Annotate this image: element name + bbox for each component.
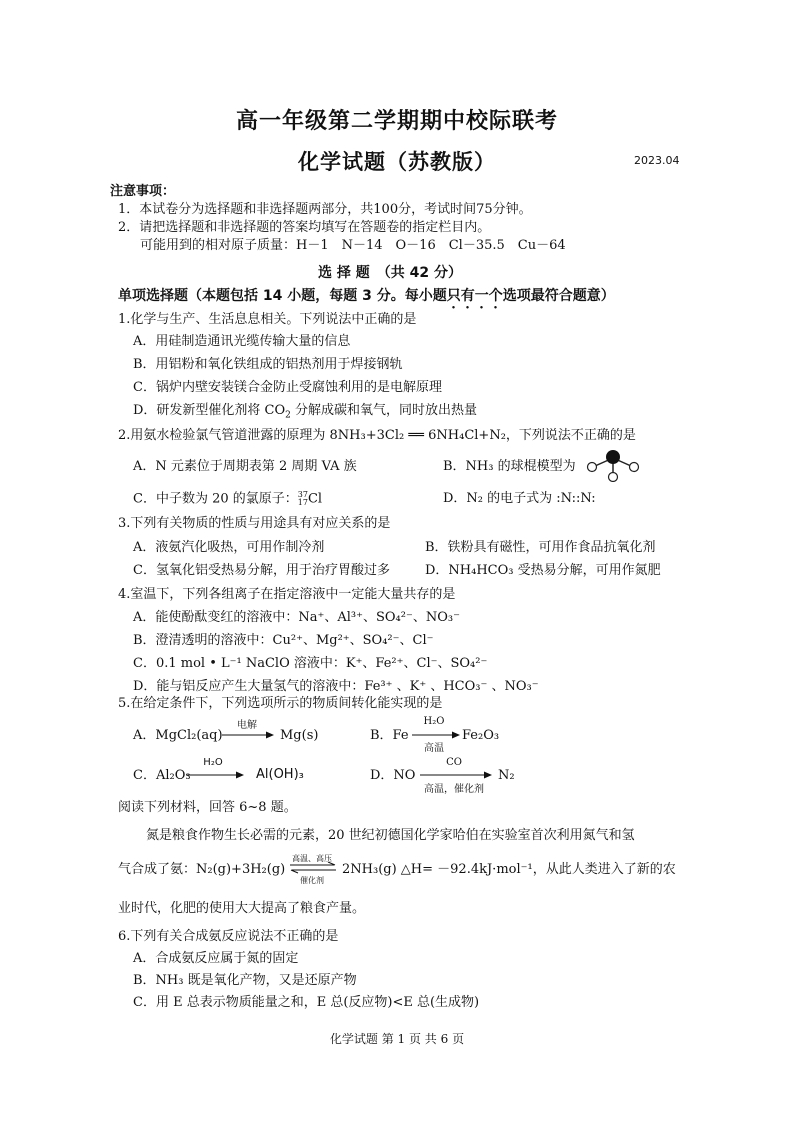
reading-paragraph-line-2a: 气合成了氨：N₂(g)+3H₂(g) xyxy=(118,862,286,877)
q5-b-right: Fe₂O₃ xyxy=(462,728,500,743)
q5-c-arrow-icon xyxy=(186,770,244,780)
notes-item-1: 1．本试卷分为选择题和非选择题两部分，共100分，考试时间75分钟。 xyxy=(118,202,532,217)
q5-b-left: B．Fe xyxy=(370,728,409,743)
reading-reaction-bottom-condition: 催化剂 xyxy=(300,876,324,885)
q5-d-left: D．NO xyxy=(370,768,416,783)
page-footer: 化学试题 第 1 页 共 6 页 xyxy=(329,1032,465,1046)
q5-a-right: Mg(s) xyxy=(280,728,319,743)
reading-reaction-top-condition: 高温、高压 xyxy=(292,854,332,863)
instruction-part-b: 选项最符合题意） xyxy=(502,288,615,304)
exam-date: 2023.04 xyxy=(634,154,680,167)
q5-a-arrow-icon xyxy=(222,730,274,740)
q1-d-part-b: 分解成碳和氧气，同时放出热量 xyxy=(290,403,478,418)
reading-intro: 阅读下列材料，回答 6~8 题。 xyxy=(118,800,297,815)
page-title: 高一年级第二学期期中校际联考 xyxy=(235,109,558,134)
q2-c-nuclide-numbers xyxy=(298,491,308,507)
q5-c-condition: H₂O xyxy=(203,757,223,768)
q2-c-text: C．中子数为 20 的氯原子： xyxy=(133,491,298,507)
atomic-mass-line: 可能用到的相对原子质量：H－1 N－14 O－16 Cl－35.5 Cu－64 xyxy=(140,238,566,253)
q6-option-b: B．NH₃ 既是氧化产物，又是还原产物 xyxy=(133,973,357,988)
notes-item-2: 2．请把选择题和非选择题的答案均填写在答题卷的指定栏目内。 xyxy=(118,220,491,235)
q3-option-a: A．液氨汽化吸热，可用作制冷剂 xyxy=(133,540,325,555)
q1-stem: 1.化学与生产、生活息息相关。下列说法中正确的是 xyxy=(118,312,417,327)
q5-c-right: Al(OH)₃ xyxy=(256,767,304,782)
q1-option-a: A．用硅制造通讯光缆传输大量的信息 xyxy=(133,334,351,349)
q4-option-b: B．澄清透明的溶液中：Cu²⁺、Mg²⁺、SO₄²⁻、Cl⁻ xyxy=(133,633,434,648)
q5-stem: 5.在给定条件下，下列选项所示的物质间转化能实现的是 xyxy=(118,696,443,711)
page-subtitle: 化学试题（苏教版） xyxy=(298,150,496,174)
q2-option-d: D．N₂ 的电子式为 :N::N: xyxy=(443,491,596,506)
q3-stem: 3.下列有关物质的性质与用途具有对应关系的是 xyxy=(118,516,391,531)
q5-a-left: A．MgCl₂(aq) xyxy=(133,728,223,743)
q2-option-a: A．N 元素位于周期表第 2 周期 VA 族 xyxy=(133,459,357,474)
reading-paragraph-line-1: 氮是粮食作物生长必需的元素，20 世纪初德国化学家哈伯在实验室首次利用氮气和氢 xyxy=(146,828,635,843)
q2-c-symbol: Cl xyxy=(307,491,323,507)
q1-d-part-a: D．研发新型催化剂将 CO xyxy=(133,403,286,418)
q6-option-c: C．用 E 总表示物质能量之和，E 总(反应物)<E 总(生成物) xyxy=(133,995,480,1010)
q4-option-c: C．0.1 mol • L⁻¹ NaClO 溶液中：K⁺、Fe²⁺、Cl⁻、SO₄²⁻ xyxy=(133,656,488,671)
q5-d-arrow-icon xyxy=(420,770,492,780)
reversible-arrow-icon xyxy=(288,862,338,874)
q5-b-bottom-condition: 高温 xyxy=(424,743,444,754)
q6-stem: 6.下列有关合成氨反应说法不正确的是 xyxy=(118,929,339,944)
q2-stem: 2.用氨水检验氯气管道泄露的原理为 8NH₃+3Cl₂ ══ 6NH₄Cl+N₂，下列说法不正确的是 xyxy=(118,428,636,443)
q5-b-top-condition: H₂O xyxy=(423,716,445,727)
q1-option-c: C．锅炉内壁安装镁合金防止受腐蚀利用的是电解原理 xyxy=(133,380,442,395)
q2-option-c xyxy=(133,491,322,508)
q2-c-mass-number: 37 xyxy=(297,490,308,499)
q4-option-a: A．能使酚酞变红的溶液中：Na⁺、Al³⁺、SO₄²⁻、NO₃⁻ xyxy=(133,610,460,625)
section-instruction xyxy=(118,285,615,312)
instruction-part-a: 单项选择题（本题包括 14 小题，每题 3 分。每小题 xyxy=(118,288,447,304)
q5-d-right: N₂ xyxy=(498,768,515,783)
q5-a-condition: 电解 xyxy=(237,720,257,731)
q3-option-c: C．氢氧化铝受热易分解，用于治疗胃酸过多 xyxy=(133,563,390,578)
q3-option-d: D．NH₄HCO₃ 受热易分解，可用作氮肥 xyxy=(425,563,661,578)
q4-stem: 4.室温下，下列各组离子在指定溶液中一定能大量共存的是 xyxy=(118,587,456,602)
q2-c-atomic-number: 17 xyxy=(297,498,308,507)
notes-heading: 注意事项： xyxy=(110,184,176,199)
q1-option-d: D．研发新型催化剂将 $CO_2$ 分解成碳和氧气，同时放出热量 xyxy=(133,403,478,421)
reading-paragraph-line-2b: 2NH₃(g) △H= －92.4kJ·mol⁻¹，从此人类进入了新的农 xyxy=(342,862,676,877)
q5-c-left: C．Al₂O₃ xyxy=(133,768,191,783)
q1-option-b: B．用铝粉和氧化铁组成的铝热剂用于焊接钢轨 xyxy=(133,357,403,372)
instruction-emphasis: 只有一个 xyxy=(446,288,503,304)
q5-d-bottom-condition: 高温，催化剂 xyxy=(424,784,484,795)
ball-stick-model-icon xyxy=(584,444,640,482)
q4-option-d: D．能与铝反应产生大量氢气的溶液中：Fe³⁺ 、K⁺ 、HCO₃⁻ 、NO₃⁻ xyxy=(133,679,539,694)
reading-paragraph-line-3: 业时代，化肥的使用大大提高了粮食产量。 xyxy=(118,901,366,916)
q5-d-top-condition: CO xyxy=(446,757,462,768)
q2-option-b: B．NH₃ 的球棍模型为 xyxy=(443,459,576,474)
section-title: 选 择 题 （共 42 分） xyxy=(318,265,462,281)
q6-option-a: A．合成氨反应属于氮的固定 xyxy=(133,951,299,966)
q3-option-b: B．铁粉具有磁性，可用作食品抗氧化剂 xyxy=(425,540,656,555)
